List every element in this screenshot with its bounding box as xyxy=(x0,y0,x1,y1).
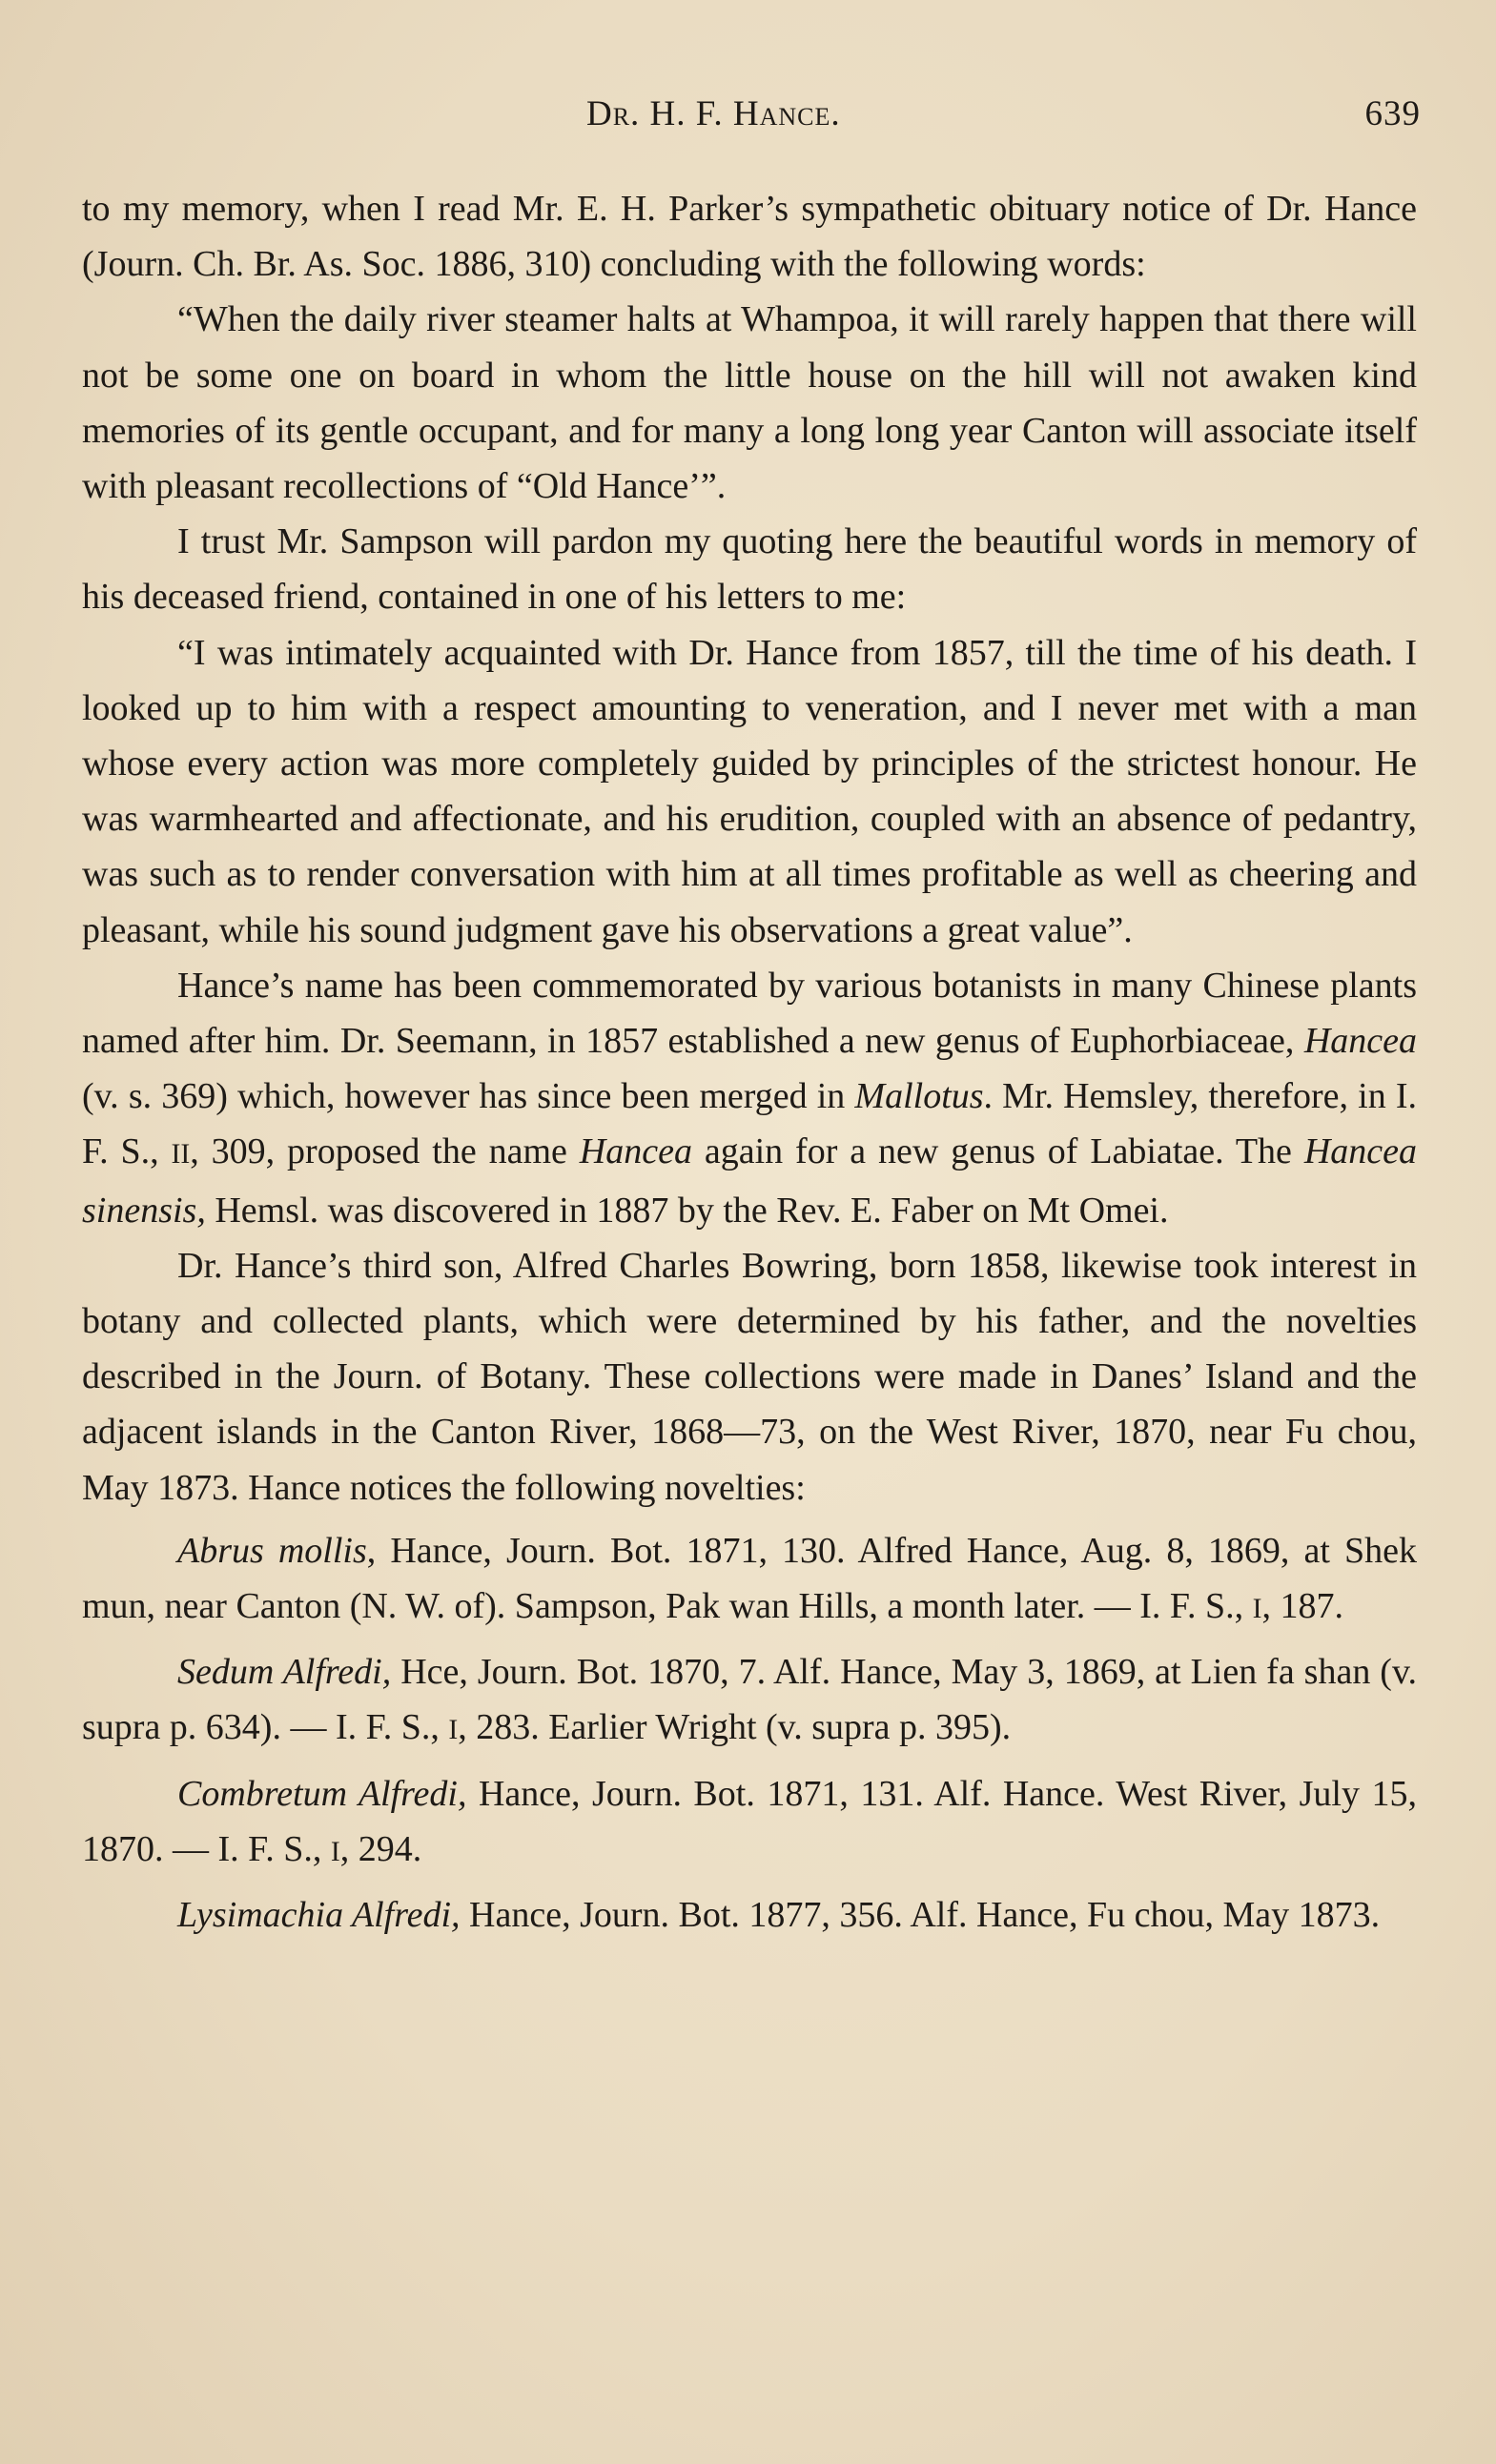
species-name: Lysimachia Alfredi, xyxy=(177,1895,461,1936)
paragraph: I trust Mr. Sampson will pardon my quoting here the beautiful words in memory of his deceased friend, contained in one of his letters to me: xyxy=(82,521,1417,618)
taxon-name: Hancea xyxy=(1303,1021,1417,1062)
paragraph: Dr. Hance’s third son, Alfred Charles Bowring, born 1858, likewise took interest in botany and collected plants, which were determined by his father, and the novelties described in the Journ. of Botany. These collections were made in Danes’ Island and the adjacent islands in the Canton River, 1868—73, on the West River, 1870, near Fu chou, May 1873. Hance notices the following novelties: xyxy=(82,1245,1417,1508)
paragraph: to my memory, when I read Mr. E. H. Parker’s sympathetic obituary notice of Dr. Hance (Journ. Ch. Br. As. Soc. 1886, 310) concluding with the following words: xyxy=(82,189,1417,285)
entry-text: , Hance, Journ. Bot. 1871, 130. Alfred Hance, Aug. 8, 1869, at Shek mun, near Canton (N. W. of). Sampson, Pak wan Hills, a month later. — I. F. S., xyxy=(82,1530,1417,1627)
running-head xyxy=(57,93,1421,141)
text-run: , 309, proposed the name xyxy=(190,1131,580,1172)
species-name: Sedum Alfredi, xyxy=(177,1652,392,1693)
entry-text: , 187. xyxy=(1261,1586,1344,1627)
species-entry xyxy=(82,1887,1417,1943)
page-number: 639 xyxy=(1364,94,1421,133)
species-entry xyxy=(82,1523,1417,1637)
volume-numeral: I xyxy=(448,1715,459,1746)
entry-text: Hance, Journ. Bot. 1871, 131. Alf. Hance. West River, July 15, 1870. — I. F. S., xyxy=(82,1773,1417,1869)
entry-text: , 294. xyxy=(339,1828,422,1869)
volume-numeral: II xyxy=(171,1139,191,1171)
paragraph xyxy=(82,958,1417,1238)
species-name: Combretum Alfredi, xyxy=(177,1773,467,1814)
species-entry xyxy=(82,1644,1417,1758)
text-run: . Mr. Hemsley, therefore, in I. F. S., xyxy=(82,1076,1417,1172)
entry-text: Hance, Journ. Bot. 1877, 356. Alf. Hance, Fu chou, May 1873. xyxy=(460,1895,1381,1936)
entry-text: Hce, Journ. Bot. 1870, 7. Alf. Hance, May 3, 1869, at Lien fa shan (v. supra p. 634). — I. F. S., xyxy=(82,1652,1417,1748)
species-name: Abrus mollis xyxy=(177,1530,367,1571)
species-entry xyxy=(82,1766,1417,1880)
volume-numeral: I xyxy=(1252,1594,1262,1625)
running-title: Dr. H. F. Hance. xyxy=(586,94,841,133)
taxon-name: Hancea sinensis, xyxy=(82,1131,1417,1231)
taxon-name: Hancea xyxy=(579,1131,692,1172)
body-text xyxy=(82,181,1417,1943)
text-run: again for a new genus of Labiatae. The xyxy=(691,1131,1304,1172)
entry-text: , 283. Earlier Wright (v. supra p. 395). xyxy=(458,1707,1012,1748)
taxon-name: Mallotus xyxy=(854,1076,984,1117)
quote-paragraph: “I was intimately acquainted with Dr. Hance from 1857, till the time of his death. I looked up to him with a respect amounting to veneration, and I never met with a man whose every action was more completely guided by principles of the strictest honour. He was warmhearted and affectionate, and his erudition, coupled with an absence of pedantry, was such as to render conversation with him at all times profitable as well as cheering and pleasant, while his sound judgment gave his observations a great value”. xyxy=(82,632,1417,950)
text-run: (v. s. 369) which, however has since been merged in xyxy=(82,1076,855,1117)
text-run: Hemsl. was discovered in 1887 by the Rev. E. Faber on Mt Omei. xyxy=(205,1190,1169,1231)
text-run: Hance’s name has been commemorated by various botanists in many Chinese plants named after him. Dr. Seemann, in 1857 established a new genus of Euphorbiaceae, xyxy=(82,965,1417,1062)
volume-numeral: I xyxy=(330,1836,340,1867)
quote-paragraph: “When the daily river steamer halts at Whampoa, it will rarely happen that there will not be some one on board in whom the little house on the hill will not awaken kind memories of its gentle occupant, and for many a long long year Canton will associate itself with pleasant recollections of “Old Hance’”. xyxy=(82,299,1417,507)
